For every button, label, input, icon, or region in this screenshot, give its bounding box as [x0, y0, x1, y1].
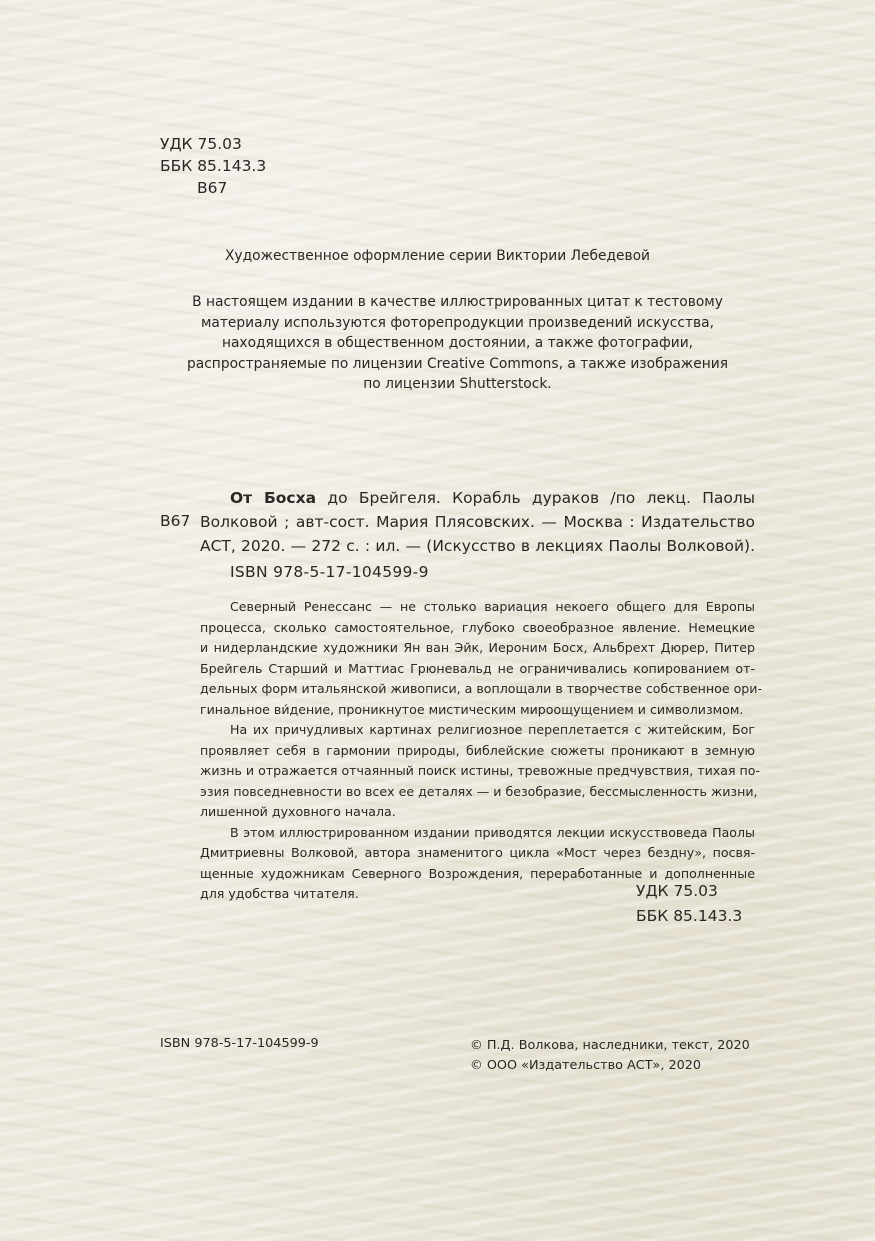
illustrations-notice	[160, 292, 755, 395]
annotation-line: Северный Ренессанс — не столько вариация некоего общего для Европы	[230, 599, 755, 614]
udk-code: УДК 75.03	[636, 882, 718, 900]
bibliographic-record	[200, 486, 755, 558]
annotation-line: дельных форм итальянской живописи, а воплощали в творчестве собственное ори-	[200, 681, 763, 696]
copyright-line: © ООО «Издательство АСТ», 2020	[470, 1058, 702, 1073]
annotation-line: Дмитриевны Волковой, автора знаменитого цикла «Мост через бездну», посвя-	[200, 845, 755, 860]
isbn-footer: ISBN 978-5-17-104599-9	[160, 1036, 319, 1051]
biblio-line	[200, 486, 755, 510]
copyright-line: © П.Д. Волкова, наследники, текст, 2020	[470, 1038, 750, 1053]
udc-classification-bottom	[636, 879, 742, 929]
notice-line: распространяемые по лицензии Creative Commons, а также изображения	[187, 355, 728, 372]
annotation	[200, 597, 763, 905]
biblio-line: АСТ, 2020. — 272 с. : ил. — (Искусство в лекциях Паолы Волковой).	[200, 537, 755, 555]
annotation-line: Брейгель Старший и Маттиас Грюневальд не ограничивались копированием от-	[200, 660, 755, 676]
book-title-lead: От Босха	[230, 489, 317, 507]
annotation-line: гинальное ви́дение, проникнутое мистическим мироощущением и символизмом.	[200, 701, 744, 717]
notice-line: находящихся в общественном достоянии, а также фотографии,	[221, 335, 694, 351]
bbk-code: ББК 85.143.3	[636, 907, 743, 925]
notice-line: материалу используются фоторепродукции произведений искусства,	[201, 314, 714, 331]
notice-line: по лицензии Shutterstock.	[363, 376, 552, 392]
annotation-line: жизнь и отражается отчаянный поиск истины, тревожные предчувствия, тихая по-	[200, 763, 761, 778]
notice-line: В настоящем издании в качестве иллюстрированных цитат к тестовому	[192, 294, 723, 310]
annotation-line: эзия повседневности во всех ее деталях — и безобразие, бессмысленность жизни,	[200, 783, 758, 799]
annotation-line: лишенной духовного начала.	[200, 804, 396, 819]
annotation-line: В этом иллюстрированном издании приводятся лекции искусствоведа Паолы	[230, 824, 755, 840]
bbk-code: ББК 85.143.3	[160, 157, 267, 175]
copyright-block	[470, 1036, 750, 1076]
series-design-credit: Художественное оформление серии Виктории Лебедевой	[224, 248, 651, 264]
annotation-line: и нидерландские художники Ян ван Эйк, Иероним Босх, Альбрехт Дюрер, Питер	[200, 640, 755, 655]
author-mark: В67	[197, 179, 228, 197]
biblio-author-mark: В67	[160, 512, 191, 530]
book-title-rest: до Брейгеля. Корабль дураков /по лекц. Паолы	[316, 489, 755, 507]
isbn-record: ISBN 978-5-17-104599-9	[230, 563, 429, 581]
annotation-line: для удобства читателя.	[200, 886, 359, 901]
annotation-line: процесса, сколько самостоятельное, глубоко своеобразное явление. Немецкие	[200, 619, 755, 635]
biblio-line: Волковой ; авт-сост. Мария Плясовских. — Москва : Издательство	[200, 513, 755, 531]
udc-classification-top	[160, 133, 266, 199]
annotation-line: проявляет себя в гармонии природы, библейские сюжеты проникают в земную	[200, 742, 755, 758]
udk-code: УДК 75.03	[160, 135, 242, 153]
annotation-line: щенные художникам Северного Возрождения, переработанные и дополненные	[200, 865, 755, 881]
annotation-line: На их причудливых картинах религиозное переплетается с житейским, Бог	[230, 722, 755, 737]
